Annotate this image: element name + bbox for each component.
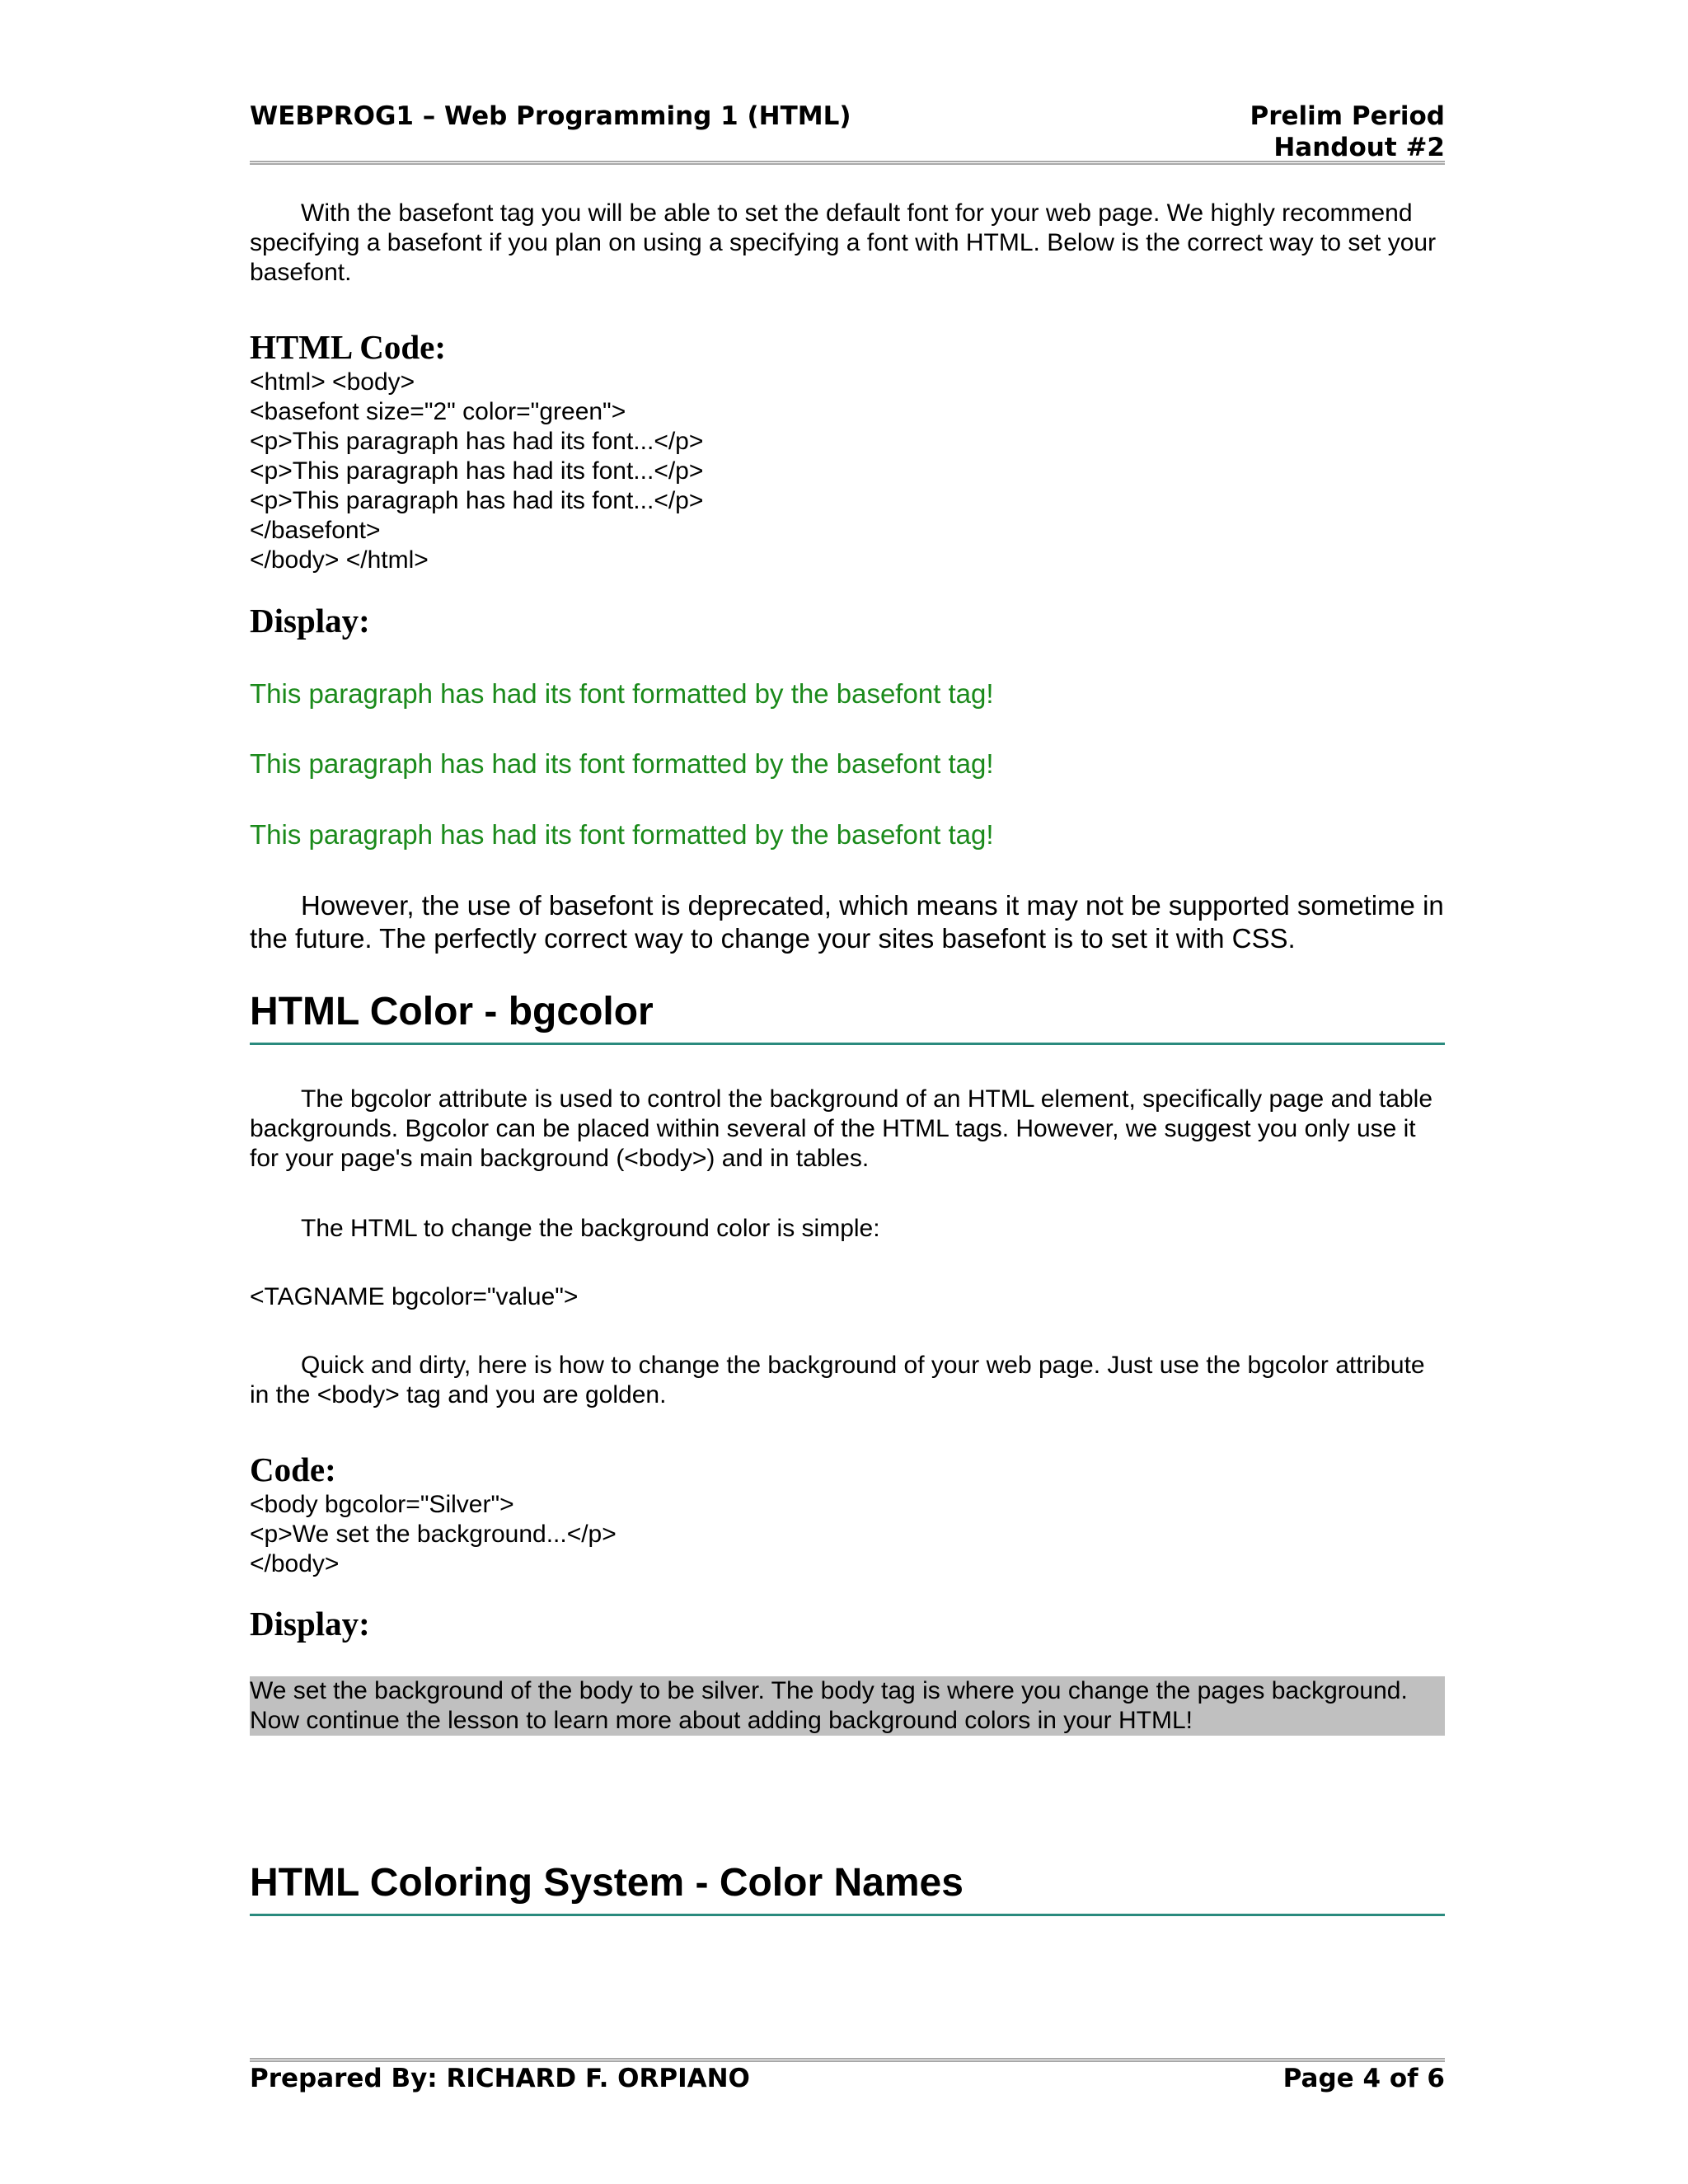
section-title-color-names: HTML Coloring System - Color Names [250,1861,964,1905]
bgcolor-paragraph-2: The HTML to change the background color is simple: [301,1215,880,1242]
section-title-bgcolor: HTML Color - bgcolor [250,990,654,1033]
section-divider [250,1914,1445,1916]
code-line: <p>We set the background...</p> [250,1521,617,1548]
section-divider [250,1043,1445,1045]
period-label: Prelim Period [1250,101,1445,131]
author-label: Prepared By: RICHARD F. ORPIANO [250,2064,750,2093]
code-line: <basefont size="2" color="green"> [250,398,626,425]
bgcolor-syntax: <TAGNAME bgcolor="value"> [250,1283,579,1310]
display-line: This paragraph has had its font formatted by the basefont tag! [250,748,994,779]
code-heading: Code: [250,1451,336,1488]
code-line: <body bgcolor="Silver"> [250,1491,514,1518]
code-line: </basefont> [250,517,381,544]
code-line: <p>This paragraph has had its font...</p> [250,457,704,485]
display-line: This paragraph has had its font formatted by the basefont tag! [250,678,994,709]
handout-label: Handout #2 [1273,133,1445,162]
code-heading: HTML Code: [250,328,447,366]
intro-paragraph: With the basefont tag you will be able to set the default font for your web page. We highly recommend specifying a basefont if you plan on using a specifying a font with HTML. Below is the correct way to set your basefont. [250,199,1437,286]
code-line: <html> <body> [250,368,415,396]
header-divider [250,161,1445,165]
deprecated-note: However, the use of basefont is deprecated, which means it may not be supported sometime in the future. The perfectly correct way to change your sites basefont is to set it with CSS. [250,890,1444,954]
display-heading: Display: [250,1605,370,1643]
code-line: </body> [250,1550,340,1577]
course-title: WEBPROG1 – Web Programming 1 (HTML) [250,101,851,131]
bgcolor-paragraph-1: The bgcolor attribute is used to control the background of an HTML element, specifically page and table backgrounds. Bgcolor can be placed within several of the HTML tags. However, we suggest you only use it for your page's main background (<body>) and in tables. [250,1085,1433,1172]
document-page [250,0,1445,2184]
code-line: <p>This paragraph has had its font...</p> [250,428,704,455]
silver-display-box: We set the background of the body to be silver. The body tag is where you change the pages background. Now continue the lesson to learn more about adding background colors in your HTML! [250,1676,1445,1736]
display-line: This paragraph has had its font formatted by the basefont tag! [250,819,994,850]
code-line: </body> </html> [250,546,429,574]
code-line: <p>This paragraph has had its font...</p> [250,487,704,514]
page-number: Page 4 of 6 [1282,2064,1445,2093]
header-right [1250,101,1445,163]
bgcolor-paragraph-3: Quick and dirty, here is how to change the background of your web page. Just use the bgcolor attribute in the <body> tag and you are golden. [250,1352,1425,1408]
display-heading: Display: [250,602,370,640]
